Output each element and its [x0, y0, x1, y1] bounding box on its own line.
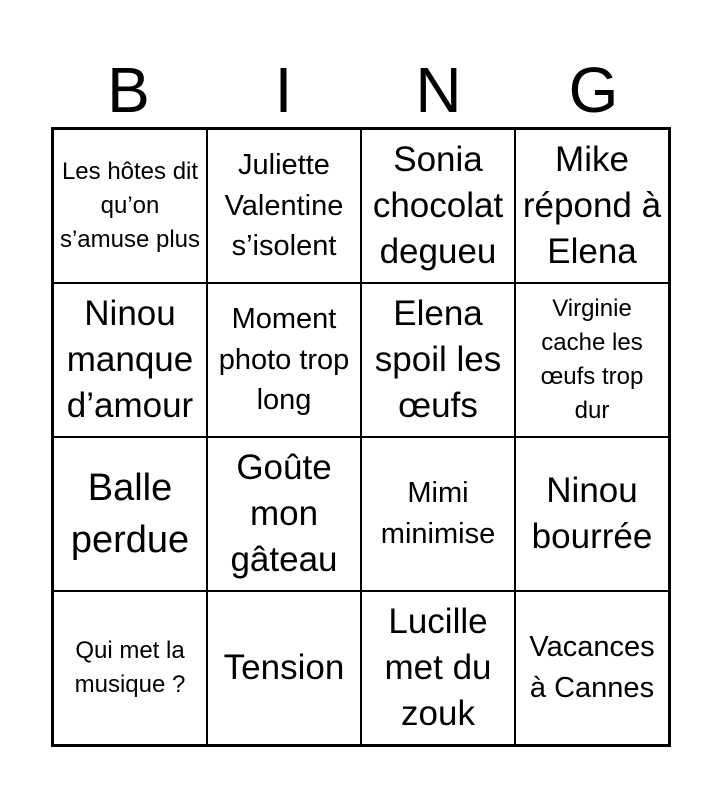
title-letter-i: I	[274, 54, 293, 126]
bingo-cell[interactable]: Goûte mon gâteau	[207, 437, 361, 591]
bingo-cell[interactable]: Balle perdue	[53, 437, 207, 591]
bingo-cell[interactable]: Mimi minimise	[361, 437, 515, 591]
bingo-cell[interactable]: Virginie cache les œufs trop dur	[515, 283, 669, 437]
bingo-cell[interactable]: Les hôtes dit qu’on s’amuse plus	[53, 129, 207, 283]
bingo-cell[interactable]: Juliette Valentine s’isolent	[207, 129, 361, 283]
bingo-cell[interactable]: Ninou manque d’amour	[53, 283, 207, 437]
bingo-cell[interactable]: Moment photo trop long	[207, 283, 361, 437]
bingo-cell[interactable]: Sonia chocolat degueu	[361, 129, 515, 283]
bingo-grid	[51, 127, 671, 747]
bingo-cell[interactable]: Elena spoil les œufs	[361, 283, 515, 437]
bingo-cell[interactable]: Lucille met du zouk	[361, 591, 515, 745]
bingo-cell[interactable]: Tension	[207, 591, 361, 745]
bingo-title	[51, 52, 671, 128]
bingo-cell[interactable]: Qui met la musique ?	[53, 591, 207, 745]
bingo-cell[interactable]: Ninou bourrée	[515, 437, 669, 591]
title-letter-b: B	[107, 54, 150, 126]
title-letter-n: N	[415, 54, 462, 126]
bingo-cell[interactable]: Vacances à Cannes	[515, 591, 669, 745]
bingo-cell[interactable]: Mike répond à Elena	[515, 129, 669, 283]
title-letter-g: G	[568, 54, 619, 126]
